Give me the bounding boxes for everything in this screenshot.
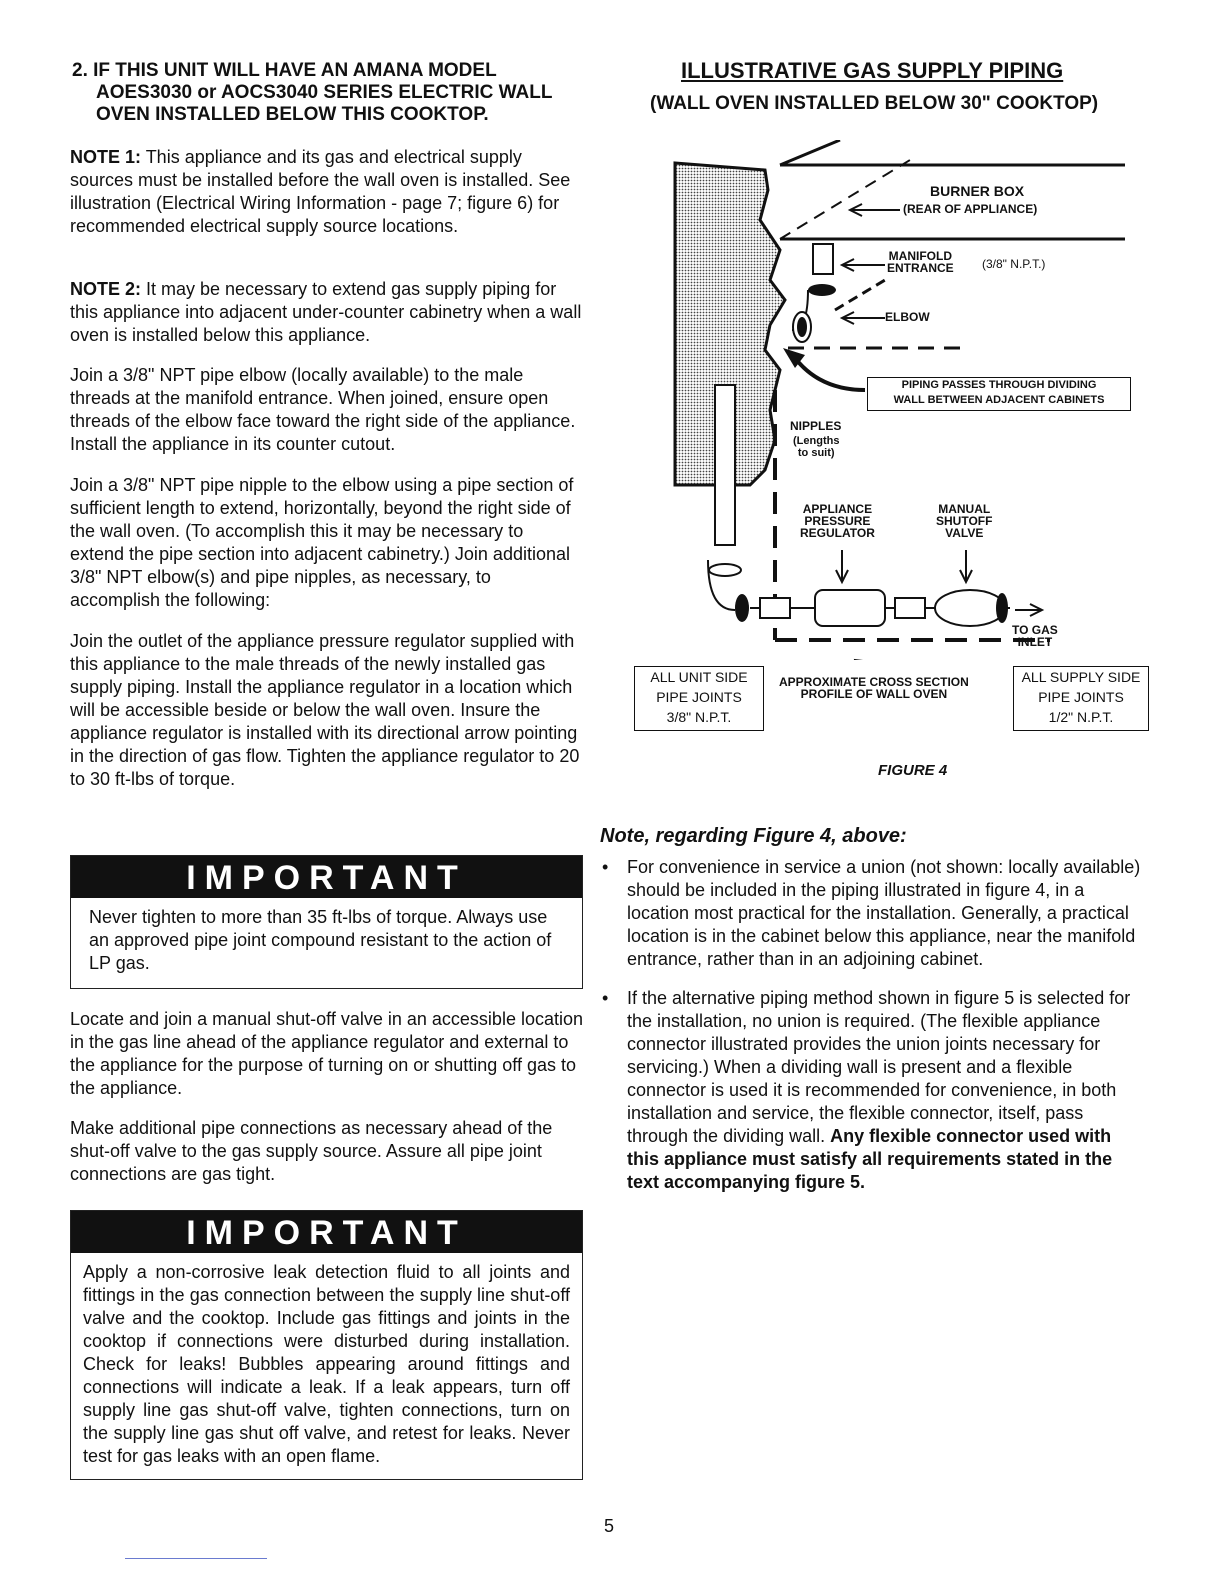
regulator-label [800,503,875,539]
unit-side-line: PIPE JOINTS [656,689,742,705]
lengths-label [793,435,839,459]
note-2 [70,278,588,347]
valve-label [936,503,992,539]
bullet-item [600,987,1145,1194]
regulator-line: REGULATOR [800,526,875,540]
unit-side-line: ALL UNIT SIDE [650,669,748,685]
bullet-icon: • [602,857,609,877]
unit-side-box [634,666,764,731]
important-box [70,855,583,989]
regulator-line: PRESSURE [804,514,871,528]
manifold-line: ENTRANCE [887,261,954,275]
bullet-item [600,856,1145,971]
bullet-text: For convenience in service a union (not shown: locally available) should be included in the piping illustrated in figure 4, in a location most practical for the installation. Generally, a practical location is in the cabinet below this appliance, near the manifold entrance, rather than in an adjoining cabinet. [627,857,1141,969]
cross-section-line: PROFILE OF WALL OVEN [800,687,948,701]
figure-title: ILLUSTRATIVE GAS SUPPLY PIPING [681,58,1064,83]
section-heading [72,60,592,126]
bullet-icon: • [602,988,609,1008]
paragraph: Join a 3/8" NPT pipe elbow (locally available) to the male threads at the manifold entrance. When joined, ensure open threads of the elbow face toward the right side of the appliance. Install the appliance in its counter cutout. [70,365,576,454]
manifold-label [887,250,954,274]
important-text: Apply a non-corrosive leak detection fluid to all joints and fittings in the gas connection between the supply line shut-off valve and the cooktop. Include gas fittings and joints in the cooktop if connections were disturbed during installation. Check for leaks! Bubbles appearing around fittings and connections will indicate a leak. If a leak appears, turn off supply line gas shut-off valve, tighten connections, turn on the supply line gas shut off valve, and retest for leaks. Never test for gas leaks with an open flame. [83,1262,570,1466]
note-1-text: This appliance and its gas and electrical supply sources must be installed before the wall oven is installed. See illustration (Electrical Wiring Information - page 7; figure 6) for recommended electrical supply source locations. [70,147,571,236]
manifold-npt-label: (3/8" N.P.T.) [982,257,1046,271]
note-heading: Note, regarding Figure 4, above: [600,825,907,847]
important-title: IMPORTANT [71,1211,582,1253]
note-bullets [600,856,1145,1210]
bullet-text: If the alternative piping method shown in figure 5 is selected for the installation, no union is required. (The flexible appliance connector illustrated provides the union joints necessary for servicing.) When a dividing wall is present and a flexible connector is used it is recommended for convenience, in both installation and service, the flexible connector, itself, pass through the dividing wall. [627,988,1131,1146]
important-box [70,1210,583,1480]
bullet-bold-text: Any flexible connector used with this appliance must satisfy all requirements stated in the text accompanying figure 5. [627,1126,1113,1192]
piping-line: PIPING PASSES THROUGH DIVIDING [901,379,1097,391]
rear-label: (REAR OF APPLIANCE) [903,202,1038,216]
valve-line: SHUTOFF [936,514,993,528]
paragraph: Join the outlet of the appliance pressure regulator supplied with this appliance to the male threads of the newly installed gas supply piping. Install the appliance regulator in a location which will be accessible beside or below the wall oven. Insure the appliance regulator is installed with its directional arrow pointing in the direction of gas flow. Tighten the appliance regulator to 20 to 30 ft-lbs of torque. [70,631,580,789]
supply-side-line: ALL SUPPLY SIDE [1021,669,1141,685]
figure-caption: FIGURE 4 [878,762,948,779]
regulator-line: APPLIANCE [802,502,873,516]
elbow-label: ELBOW [885,310,930,324]
valve-line: MANUAL [938,502,991,516]
heading-line: AOES3030 or AOCS3040 SERIES ELECTRIC WALL [96,82,553,103]
valve-line: VALVE [945,526,984,540]
supply-side-box [1013,666,1149,731]
note-1-label: NOTE 1: [70,147,142,167]
heading-line: OVEN INSTALLED BELOW THIS COOKTOP. [96,104,489,125]
gas-inlet-line: INLET [1017,635,1053,649]
piping-line: WALL BETWEEN ADJACENT CABINETS [893,394,1105,406]
gas-inlet-line: TO GAS [1012,623,1058,637]
manifold-line: MANIFOLD [888,249,952,263]
figure-subtitle: (WALL OVEN INSTALLED BELOW 30" COOKTOP) [650,93,1099,114]
note-1 [70,146,588,238]
supply-side-line: 1/2" N.P.T. [1048,709,1114,725]
paragraph: Join a 3/8" NPT pipe nipple to the elbow using a pipe section of sufficient length to extend, horizontally, beyond the right side of the wall oven. (To accomplish this it may be necessary to extend the pipe section into adjacent cabinetry.) Join additional 3/8" NPT elbow(s) and pipe nipples, as necessary, to accomplish the following: [70,475,574,610]
piping-note-box [867,377,1131,411]
nipples-label: NIPPLES [790,419,842,433]
lengths-line: to suit) [797,447,835,459]
page-number: 5 [604,1516,615,1536]
gas-inlet-label [1012,624,1058,648]
paragraph: Make additional pipe connections as necessary ahead of the shut-off valve to the gas supply source. Assure all pipe joint connections are gas tight. [70,1118,553,1184]
paragraph: Locate and join a manual shut-off valve in an accessible location in the gas line ahead of the appliance regulator and external to the appliance for the purpose of turning on or shutting off gas to the appliance. [70,1009,583,1098]
cross-section-line: APPROXIMATE CROSS SECTION [779,675,969,689]
note-2-text: It may be necessary to extend gas supply piping for this appliance into adjacent under-counter cabinetry when a wall oven is installed below this appliance. [70,279,582,345]
note-2-label: NOTE 2: [70,279,142,299]
footer-rule [125,1558,267,1559]
cross-section-label [779,676,969,700]
lengths-line: (Lengths [793,435,840,447]
important-title: IMPORTANT [71,856,582,898]
important-text: Never tighten to more than 35 ft-lbs of torque. Always use an approved pipe joint compound resistant to the action of LP gas. [89,907,552,973]
unit-side-line: 3/8" N.P.T. [666,709,732,725]
burner-box-label: BURNER BOX [930,183,1025,199]
heading-line: 2. IF THIS UNIT WILL HAVE AN AMANA MODEL [72,60,497,81]
supply-side-line: PIPE JOINTS [1038,689,1124,705]
